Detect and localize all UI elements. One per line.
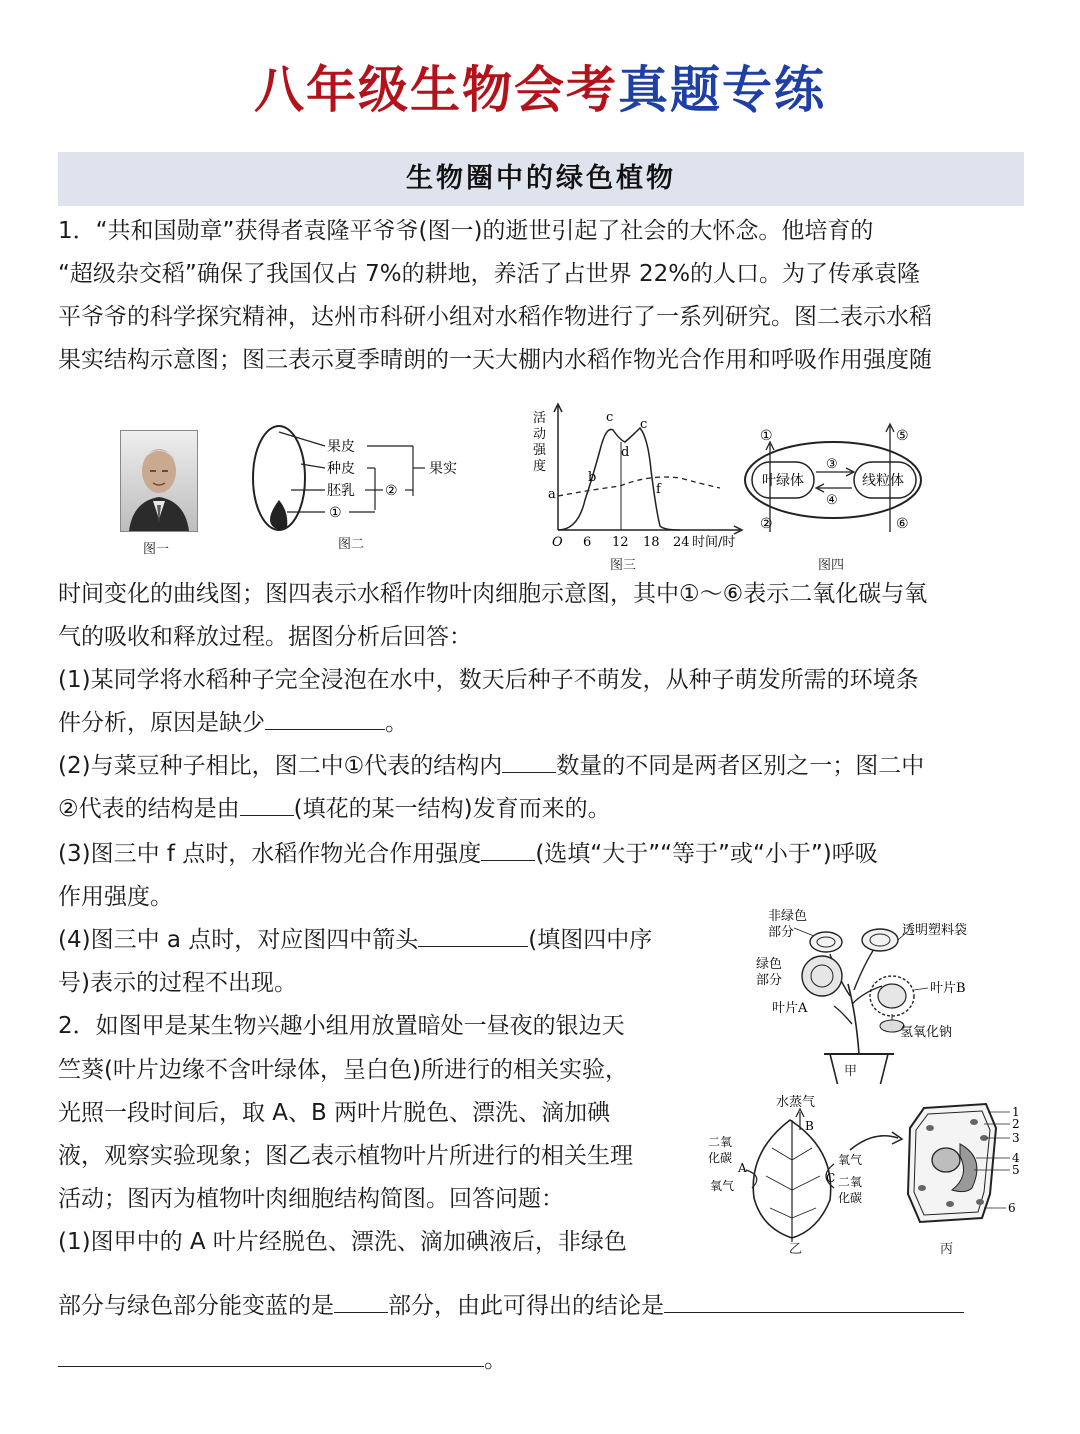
- fig-jia-caption: 甲: [844, 1064, 858, 1079]
- fig4-leaf-cell-diagram: [740, 420, 930, 550]
- fig-yi-label: 化碳: [708, 1151, 733, 1165]
- fig3-activity-chart: [530, 400, 755, 560]
- q1-part4-line: (4)图三中 a 点时，对应图四中箭头 (填图四中序: [58, 919, 652, 962]
- fig2-label: ②: [385, 483, 398, 499]
- fig-bing-label: 1: [1012, 1105, 1020, 1119]
- fig-jia-label: 叶片B: [930, 981, 966, 996]
- answer-blank[interactable]: [240, 789, 294, 816]
- fig-bing-label: 4: [1012, 1151, 1020, 1165]
- page-title: [0, 50, 1080, 122]
- portrait-drawing: [121, 431, 197, 531]
- fig3-origin: O: [552, 535, 563, 550]
- fig-jia-label: 非绿色: [768, 909, 808, 924]
- fig-jia-plant-diagram: [752, 904, 992, 1084]
- fig3-point-label: c: [606, 410, 614, 425]
- q1-part1-line: 件分析，原因是缺少 。: [58, 702, 408, 745]
- q1-line: “超级杂交稻”确保了我国仅占 7%的耕地，养活了占世界 22%的人口。为了传承袁隆: [58, 261, 921, 287]
- fig-yi-leaf-diagram: [706, 1090, 866, 1250]
- fig-bing-caption: 丙: [940, 1242, 954, 1257]
- fig-bing-label: 5: [1012, 1163, 1020, 1177]
- answer-blank[interactable]: [334, 1286, 388, 1313]
- fig-jia-label: 氢氧化钠: [900, 1025, 953, 1040]
- fig3-point-label: b: [588, 470, 597, 485]
- fig2-label: 胚乳: [327, 483, 355, 499]
- q2-line: 竺葵(叶片边缘不含叶绿体，呈白色)所进行的相关实验，: [58, 1057, 628, 1083]
- fig-yi-label: 氧气: [838, 1153, 863, 1167]
- fig3-xtick: 18: [643, 535, 660, 550]
- fig-yi-label: B: [805, 1119, 814, 1133]
- fig2-label: 果皮: [327, 439, 355, 455]
- q1-line: 果实结构示意图；图三表示夏季晴朗的一天大棚内水稻作物光合作用和呼吸作用强度随: [58, 347, 932, 373]
- fig-bing-label: 2: [1012, 1117, 1020, 1131]
- fig-bing-cell-diagram: [900, 1098, 1030, 1238]
- q2-part1-line: 。: [58, 1339, 507, 1382]
- fig4-label: ⑥: [896, 516, 909, 532]
- answer-blank[interactable]: [58, 1340, 484, 1367]
- fig3-xtick: 24: [673, 535, 690, 550]
- fig-bing-label: 6: [1008, 1201, 1016, 1215]
- fig4-label: ②: [760, 516, 773, 532]
- title-part1: 八年级生物会考: [254, 60, 618, 119]
- fig3-point-label: d: [621, 445, 630, 460]
- fig-yi-label: 氧气: [710, 1179, 735, 1193]
- answer-blank[interactable]: [418, 920, 528, 947]
- fig2-caption: 图二: [338, 537, 365, 552]
- q2-part1-line: 部分与绿色部分能变蓝的是 部分，由此可得出的结论是: [58, 1285, 964, 1328]
- q2-line: 2．如图甲是某生物兴趣小组用放置暗处一昼夜的银边天: [58, 1013, 625, 1039]
- fig4-caption: 图四: [818, 558, 845, 573]
- fig-yi-label: 化碳: [838, 1191, 863, 1205]
- q1-line: 1．“共和国勋章”获得者袁隆平爷爷(图一)的逝世引起了社会的大怀念。他培育的: [58, 218, 874, 244]
- fig-yi-label: C: [826, 1171, 836, 1185]
- fig-jia-label: 绿色: [756, 957, 783, 972]
- fig2-label: ①: [329, 505, 342, 521]
- fig3-ylabel: 度: [533, 459, 547, 474]
- zoom-arrow-icon: [848, 1126, 908, 1156]
- fig3-ylabel: 活: [533, 411, 547, 426]
- answer-blank[interactable]: [265, 703, 385, 730]
- fig3-ylabel: 强: [533, 443, 547, 458]
- fig3-point-label: f: [656, 482, 661, 497]
- fig3-xlabel: 时间/时: [692, 535, 736, 550]
- title-part2: 真题专练: [618, 60, 826, 119]
- fig2-label: 果实: [429, 461, 457, 477]
- fig-jia-label: 叶片A: [772, 1001, 808, 1016]
- fig4-label: ①: [760, 428, 773, 444]
- q2-line: 光照一段时间后，取 A、B 两叶片脱色、漂洗、滴加碘: [58, 1100, 611, 1126]
- fig3-point-label: a: [548, 487, 556, 502]
- q1-line: 气的吸收和释放过程。据图分析后回答：: [58, 624, 472, 650]
- fig2-rice-grain-diagram: [245, 420, 485, 550]
- fig4-label: ⑤: [896, 428, 909, 444]
- fig-yi-label: 二氧: [838, 1175, 863, 1189]
- q1-line: 平爷爷的科学探究精神，达州市科研小组对水稻作物进行了一系列研究。图二表示水稻: [58, 304, 932, 330]
- answer-blank[interactable]: [502, 746, 556, 773]
- q1-part4-line: 号)表示的过程不出现。: [58, 970, 297, 996]
- fig-jia-label: 部分: [756, 973, 783, 988]
- fig2-label: 种皮: [327, 461, 355, 477]
- fig3-xtick: 6: [583, 535, 592, 550]
- q1-part2-line: (2)与菜豆种子相比，图二中①代表的结构内 数量的不同是两者区别之一；图二中: [58, 745, 924, 788]
- fig-bing-label: 3: [1012, 1131, 1020, 1145]
- q1-part3-line: 作用强度。: [58, 884, 173, 910]
- fig-yi-caption: 乙: [789, 1242, 803, 1257]
- answer-blank[interactable]: [481, 834, 535, 861]
- q1-line: 时间变化的曲线图；图四表示水稻作物叶肉细胞示意图，其中①～⑥表示二氧化碳与氧: [58, 581, 928, 607]
- q2-part1-line: (1)图甲中的 A 叶片经脱色、漂洗、滴加碘液后，非绿色: [58, 1229, 627, 1255]
- fig-jia-label: 透明塑料袋: [902, 923, 968, 938]
- fig-yi-label: 水蒸气: [776, 1095, 816, 1110]
- q1-part1-line: (1)某同学将水稻种子完全浸泡在水中，数天后种子不萌发，从种子萌发所需的环境条: [58, 667, 919, 693]
- fig4-label: 叶绿体: [762, 473, 804, 489]
- fig4-label: 线粒体: [862, 473, 904, 489]
- q2-line: 活动；图丙为植物叶肉细胞结构简图。回答问题：: [58, 1186, 564, 1212]
- section-title: 生物圈中的绿色植物: [58, 152, 1024, 206]
- fig4-label: ③: [826, 457, 838, 472]
- fig3-caption: 图三: [610, 558, 637, 573]
- fig3-point-label: c: [640, 417, 648, 432]
- fig-yi-label: A: [738, 1161, 747, 1175]
- q1-part2-line: ②代表的结构是由 (填花的某一结构)发育而来的。: [58, 788, 611, 831]
- fig-yi-label: 二氧: [708, 1135, 733, 1149]
- fig4-label: ④: [826, 493, 838, 508]
- fig3-xtick: 12: [612, 535, 629, 550]
- q1-part3-line: (3)图三中 f 点时，水稻作物光合作用强度 (选填“大于”“等于”或“小于”)呼吸: [58, 833, 878, 876]
- portrait-photo: [120, 430, 198, 532]
- fig3-ylabel: 动: [533, 427, 547, 442]
- answer-blank[interactable]: [664, 1286, 964, 1313]
- q2-line: 液，观察实验现象；图乙表示植物叶片所进行的相关生理: [58, 1143, 633, 1169]
- fig1-caption: 图一: [143, 542, 170, 557]
- fig-jia-label: 部分: [768, 925, 795, 940]
